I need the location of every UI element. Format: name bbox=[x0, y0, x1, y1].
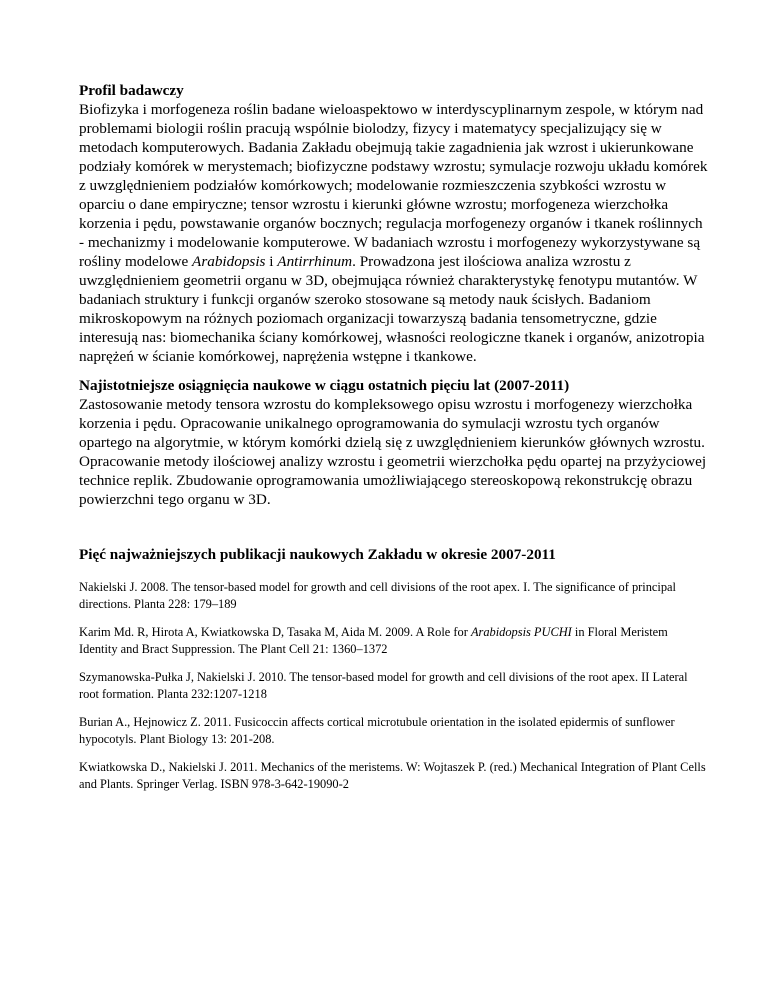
publications-list bbox=[79, 579, 709, 792]
publication-text: Burian A., Hejnowicz Z. 2011. Fusicoccin affects cortical microtubule orientation in the isolated epidermis of sunflower hypocotyls. Plant Biology 13: 201-208. bbox=[79, 715, 675, 746]
achievements-heading: Najistotniejsze osiągnięcia naukowe w ciągu ostatnich pięciu lat (2007-2011) bbox=[79, 377, 570, 394]
publication-text: Nakielski J. 2008. The tensor-based model for growth and cell divisions of the root apex. I. The significance of principal directions. Planta 228: 179–189 bbox=[79, 580, 676, 611]
publication-item bbox=[79, 759, 709, 792]
publication-item bbox=[79, 714, 709, 747]
research-profile-text-part: i bbox=[265, 253, 278, 270]
publication-item bbox=[79, 669, 709, 702]
achievements-section bbox=[79, 376, 709, 509]
publication-text: in Floral Meristem Identity and Bract Suppression. The Plant Cell 21: 1360–1372 bbox=[79, 625, 668, 656]
document-body bbox=[79, 81, 709, 804]
species-name-arabidopsis: Arabidopsis bbox=[192, 253, 266, 270]
publication-italic-term: Arabidopsis PUCHI bbox=[470, 625, 572, 640]
research-profile-text bbox=[79, 100, 709, 366]
species-name-antirrhinum: Antirrhinum bbox=[277, 253, 353, 270]
publication-item bbox=[79, 579, 709, 612]
research-profile-heading: Profil badawczy bbox=[79, 82, 184, 99]
research-profile-text-part: Biofizyka i morfogeneza roślin badane wieloaspektowo w interdyscyplinarnym zespole, w którym nad problemami biologii roślin pracują wspólnie biolodzy, fizycy i matematycy specjalizujący się w metodach komputerowych. Badania Zakładu obejmują takie zagadnienia jak wzrost i ukierunkowane podziały komórek w merystemach; biofizyczne podstawy wzrostu; symulacje rozwoju układu komórek z uwzględnieniem podziałów komórkowych; modelowanie rozmieszczenia szybkości wzrostu w oparciu o dane empiryczne; tensor wzrostu i kierunki główne wzrostu; morfogeneza wierzchołka korzenia i pędu, powstawanie organów bocznych; regulacja morfogenezy organów i tkanek roślinnych - mechanizmy i modelowanie komputerowe. W badaniach wzrostu i morfogenezy wykorzystywane są rośliny modelowe bbox=[79, 101, 708, 270]
publications-heading: Pięć najważniejszych publikacji naukowych Zakładu w okresie 2007-2011 bbox=[79, 546, 556, 563]
publication-text: Szymanowska-Pułka J, Nakielski J. 2010. The tensor-based model for growth and cell divisions of the root apex. II Lateral root formation. Planta 232:1207-1218 bbox=[79, 670, 688, 701]
publication-text: Kwiatkowska D., Nakielski J. 2011. Mechanics of the meristems. W: Wojtaszek P. (red.) Mechanical Integration of Plant Cells and Plants. Springer Verlag. ISBN 978-3-642-19090-2 bbox=[79, 760, 706, 791]
publication-item bbox=[79, 624, 709, 657]
research-profile-text-part: . Prowadzona jest ilościowa analiza wzrostu z uwzględnieniem geometrii organu w 3D, obejmująca również charakterystykę fenotypu mutantów. W badaniach struktury i funkcji organów szeroko stosowane są metody nauk ścisłych. Badaniom mikroskopowym na różnych poziomach organizacji towarzyszą badania tensometryczne, gdzie interesują nas: biomechanika ściany komórkowej, własności reologiczne tkanek i organów, anizotropia naprężeń w ścianie komórkowej, naprężenia wstępne i tkankowe. bbox=[79, 253, 705, 365]
publication-text: Karim Md. R, Hirota A, Kwiatkowska D, Tasaka M, Aida M. 2009. A Role for bbox=[79, 625, 471, 640]
achievements-text: Zastosowanie metody tensora wzrostu do kompleksowego opisu wzrostu i morfogenezy wierzchołka korzenia i pędu. Opracowanie unikalnego oprogramowania do symulacji wzrostu tych organów opartego na algorytmie, w którym komórki dzielą się z uwzględnieniem kierunków głównych wzrostu. Opracowanie metody ilościowej analizy wzrostu i geometrii wierzchołka pędu opartej na przyżyciowej technice replik. Zbudowanie oprogramowania umożliwiającego stereoskopową rekonstrukcję obrazu powierzchni tego organu w 3D. bbox=[79, 396, 707, 508]
research-profile-section bbox=[79, 81, 709, 366]
publications-section bbox=[79, 545, 709, 792]
